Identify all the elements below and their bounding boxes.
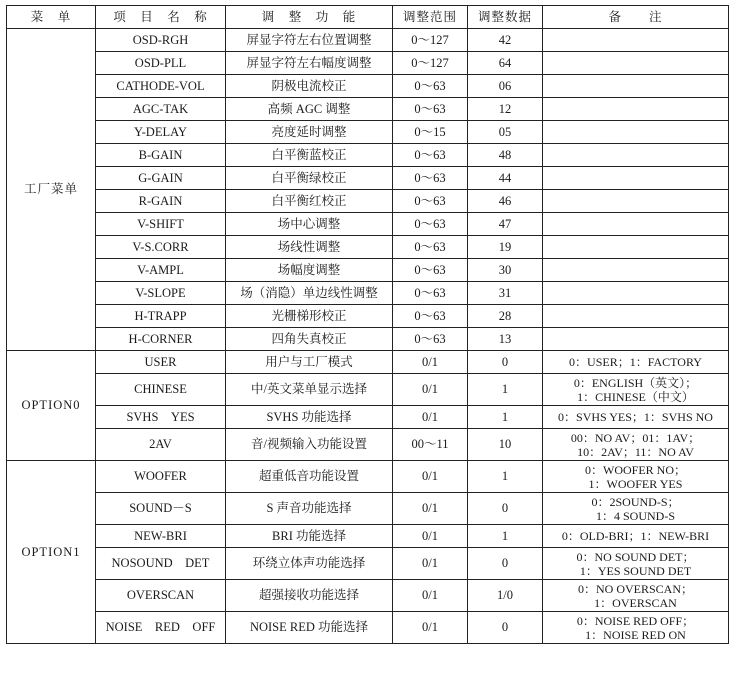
function-cell: 环绕立体声功能选择 [226,548,393,580]
note-cell: 0：WOOFER NO； 1：WOOFER YES [543,461,729,493]
data-cell: 1/0 [468,580,543,612]
function-cell: SVHS 功能选择 [226,406,393,429]
range-cell: 0～127 [393,29,468,52]
note-cell: 0：NO SOUND DET； 1：YES SOUND DET [543,548,729,580]
range-cell: 0～63 [393,328,468,351]
data-cell: 42 [468,29,543,52]
header-item-name: 项 目 名 称 [96,6,226,29]
item-cell: NEW-BRI [96,525,226,548]
note-cell [543,144,729,167]
item-cell: Y-DELAY [96,121,226,144]
data-cell: 46 [468,190,543,213]
item-cell: CHINESE [96,374,226,406]
function-cell: BRI 功能选择 [226,525,393,548]
item-cell: V-SLOPE [96,282,226,305]
function-cell: 超强接收功能选择 [226,580,393,612]
data-cell: 05 [468,121,543,144]
function-cell: 场（消隐）单边线性调整 [226,282,393,305]
range-cell: 0/1 [393,374,468,406]
item-cell: WOOFER [96,461,226,493]
table-body [7,29,729,644]
item-cell: AGC-TAK [96,98,226,121]
range-cell: 0/1 [393,351,468,374]
function-cell: 亮度延时调整 [226,121,393,144]
range-cell: 0/1 [393,493,468,525]
data-cell: 1 [468,374,543,406]
note-cell [543,328,729,351]
function-cell: 四角失真校正 [226,328,393,351]
data-cell: 44 [468,167,543,190]
data-cell: 0 [468,351,543,374]
note-cell [543,75,729,98]
data-cell: 06 [468,75,543,98]
function-cell: 音/视频输入功能设置 [226,429,393,461]
table-row [7,121,729,144]
parameter-table [6,5,729,644]
header-function: 调 整 功 能 [226,6,393,29]
data-cell: 12 [468,98,543,121]
item-cell: B-GAIN [96,144,226,167]
table-row [7,406,729,429]
table-row [7,525,729,548]
table-row [7,282,729,305]
range-cell: 0～63 [393,75,468,98]
note-cell: 0：NOISE RED OFF； 1：NOISE RED ON [543,612,729,644]
item-cell: V-S.CORR [96,236,226,259]
note-cell: 0：ENGLISH（英文）； 1：CHINESE（中文） [543,374,729,406]
function-cell: 光栅梯形校正 [226,305,393,328]
range-cell: 0～63 [393,282,468,305]
range-cell: 0/1 [393,525,468,548]
table-row [7,548,729,580]
table-row [7,213,729,236]
table-row [7,612,729,644]
data-cell: 13 [468,328,543,351]
item-cell: H-TRAPP [96,305,226,328]
item-cell: CATHODE-VOL [96,75,226,98]
note-cell: 00：NO AV；01：1AV； 10：2AV；11：NO AV [543,429,729,461]
table-row [7,236,729,259]
data-cell: 1 [468,525,543,548]
menu-group-cell: OPTION1 [7,461,96,644]
menu-group-cell: 工厂菜单 [7,29,96,351]
item-cell: SVHS YES [96,406,226,429]
item-cell: OVERSCAN [96,580,226,612]
table-row [7,580,729,612]
range-cell: 0/1 [393,612,468,644]
range-cell: 0～63 [393,144,468,167]
data-cell: 0 [468,548,543,580]
item-cell: OSD-RGH [96,29,226,52]
function-cell: S 声音功能选择 [226,493,393,525]
data-cell: 48 [468,144,543,167]
function-cell: 白平衡蓝校正 [226,144,393,167]
header-menu: 菜 单 [7,6,96,29]
table-row [7,351,729,374]
table-row [7,493,729,525]
note-cell [543,282,729,305]
note-cell: 0：2SOUND-S； 1：4 SOUND-S [543,493,729,525]
table-row [7,144,729,167]
data-cell: 0 [468,612,543,644]
function-cell: 中/英文菜单显示选择 [226,374,393,406]
data-cell: 1 [468,461,543,493]
note-cell [543,190,729,213]
item-cell: G-GAIN [96,167,226,190]
note-cell [543,98,729,121]
range-cell: 0～63 [393,259,468,282]
data-cell: 31 [468,282,543,305]
range-cell: 0～127 [393,52,468,75]
data-cell: 64 [468,52,543,75]
item-cell: OSD-PLL [96,52,226,75]
menu-group-cell: OPTION0 [7,351,96,461]
range-cell: 0/1 [393,548,468,580]
function-cell: 白平衡红校正 [226,190,393,213]
function-cell: 超重低音功能设置 [226,461,393,493]
data-cell: 19 [468,236,543,259]
data-cell: 30 [468,259,543,282]
note-cell: 0：NO OVERSCAN； 1：OVERSCAN [543,580,729,612]
note-cell [543,236,729,259]
header-range: 调整范围 [393,6,468,29]
item-cell: V-AMPL [96,259,226,282]
range-cell: 0～63 [393,236,468,259]
table-row [7,167,729,190]
function-cell: 白平衡绿校正 [226,167,393,190]
item-cell: NOISE RED OFF [96,612,226,644]
table-row [7,98,729,121]
data-cell: 47 [468,213,543,236]
function-cell: 高频 AGC 调整 [226,98,393,121]
header-note: 备 注 [543,6,729,29]
data-cell: 0 [468,493,543,525]
table-row [7,29,729,52]
range-cell: 0～63 [393,213,468,236]
range-cell: 0～63 [393,305,468,328]
table-row [7,52,729,75]
range-cell: 0～15 [393,121,468,144]
table-row [7,328,729,351]
table-row [7,305,729,328]
function-cell: 屏显字符左右位置调整 [226,29,393,52]
note-cell [543,259,729,282]
data-cell: 1 [468,406,543,429]
item-cell: R-GAIN [96,190,226,213]
note-cell [543,29,729,52]
function-cell: 阴极电流校正 [226,75,393,98]
item-cell: NOSOUND DET [96,548,226,580]
note-cell [543,167,729,190]
data-cell: 10 [468,429,543,461]
range-cell: 0～63 [393,167,468,190]
table-row [7,429,729,461]
table-row [7,75,729,98]
note-cell: 0：SVHS YES；1：SVHS NO [543,406,729,429]
item-cell: SOUND－S [96,493,226,525]
function-cell: 屏显字符左右幅度调整 [226,52,393,75]
function-cell: 场幅度调整 [226,259,393,282]
item-cell: USER [96,351,226,374]
note-cell [543,305,729,328]
note-cell: 0：OLD-BRI；1：NEW-BRI [543,525,729,548]
function-cell: 场线性调整 [226,236,393,259]
note-cell: 0：USER；1：FACTORY [543,351,729,374]
range-cell: 0/1 [393,461,468,493]
range-cell: 00～11 [393,429,468,461]
note-cell [543,121,729,144]
range-cell: 0/1 [393,580,468,612]
table-row [7,461,729,493]
table-row [7,190,729,213]
range-cell: 0/1 [393,406,468,429]
header-data: 调整数据 [468,6,543,29]
table-row [7,374,729,406]
range-cell: 0～63 [393,190,468,213]
function-cell: 用户与工厂模式 [226,351,393,374]
data-cell: 28 [468,305,543,328]
table-row [7,259,729,282]
item-cell: V-SHIFT [96,213,226,236]
item-cell: 2AV [96,429,226,461]
item-cell: H-CORNER [96,328,226,351]
range-cell: 0～63 [393,98,468,121]
note-cell [543,52,729,75]
function-cell: 场中心调整 [226,213,393,236]
header-row [7,6,729,29]
function-cell: NOISE RED 功能选择 [226,612,393,644]
note-cell [543,213,729,236]
